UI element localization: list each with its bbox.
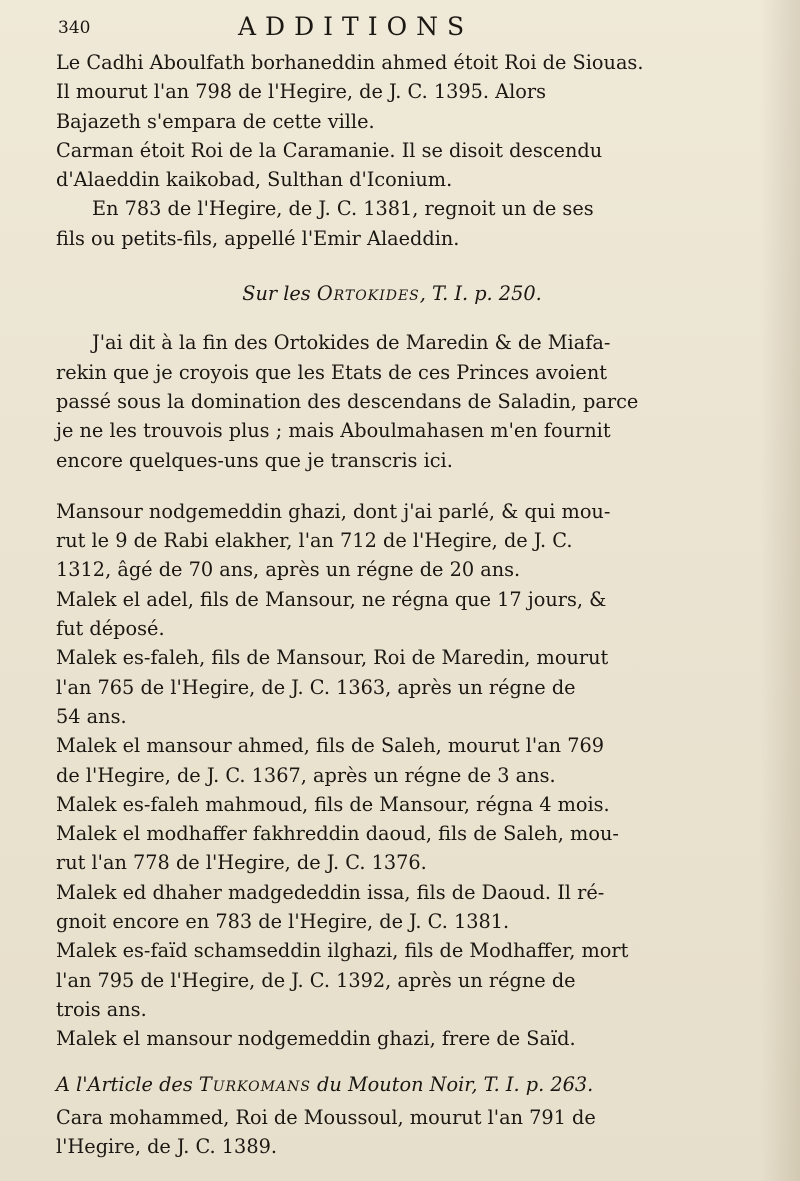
page-number: 340: [58, 18, 91, 38]
text-line: trois ans.: [56, 997, 147, 1021]
heading-reference: , T. I. p. 250.: [419, 282, 542, 306]
text-line: Malek el adel, fils de Mansour, ne régna que 17 jours, &: [56, 587, 607, 611]
text-line: Malek es-faleh, fils de Mansour, Roi de Maredin, mourut: [56, 646, 609, 670]
text-line: l'Hegire, de J. C. 1389.: [56, 1135, 277, 1159]
text-line: Malek es-faïd schamseddin ilghazi, fils de Modhaffer, mort: [56, 939, 629, 963]
heading-name: Turkomans: [198, 1072, 311, 1096]
text-line: En 783 de l'Hegire, de J. C. 1381, regnoit un de ses: [92, 197, 594, 221]
paragraph-carman: [56, 136, 728, 195]
paragraph-ahmed: [56, 731, 728, 790]
heading-prefix: Sur les: [242, 282, 317, 306]
paragraph-cara: [56, 1103, 728, 1162]
text-line: d'Alaeddin kaikobad, Sulthan d'Iconium.: [56, 168, 453, 192]
text-line: fut déposé.: [56, 617, 165, 641]
paragraph-modhaffer: [56, 819, 728, 878]
paragraph-mahmoud: [56, 790, 728, 819]
text-line: Il mourut l'an 798 de l'Hegire, de J. C. 1395. Alors: [56, 80, 546, 104]
text-line: l'an 765 de l'Hegire, de J. C. 1363, après un régne de: [56, 675, 576, 699]
heading-prefix: A l'Article des: [56, 1072, 199, 1096]
paragraph-faleh: [56, 643, 728, 731]
text-line: 54 ans.: [56, 704, 127, 728]
page-header: [58, 12, 718, 44]
paragraph-adel: [56, 585, 728, 644]
text-line: rut l'an 778 de l'Hegire, de J. C. 1376.: [56, 851, 427, 875]
running-head: ADDITIONS: [238, 12, 474, 41]
paragraph-said: [56, 936, 728, 1024]
page-body: [56, 48, 728, 1161]
text-line: fils ou petits-fils, appellé l'Emir Alaeddin.: [56, 226, 460, 250]
text-line: gnoit encore en 783 de l'Hegire, de J. C. 1381.: [56, 910, 510, 934]
text-line: Le Cadhi Aboulfath borhaneddin ahmed étoit Roi de Siouas.: [56, 51, 644, 74]
text-line: Malek ed dhaher madgededdin issa, fils de Daoud. Il ré-: [56, 880, 605, 904]
paragraph-en-783: [56, 194, 728, 253]
section-heading-turkomans: [56, 1070, 728, 1099]
heading-suffix: du Mouton Noir, T. I. p. 263.: [310, 1072, 594, 1096]
text-line: rekin que je croyois que les Etats de ces Princes avoient: [56, 360, 608, 384]
text-line: 1312, âgé de 70 ans, après un régne de 20 ans.: [56, 558, 521, 582]
heading-name: Ortokides: [316, 282, 420, 306]
text-line: Carman étoit Roi de la Caramanie. Il se disoit descendu: [56, 138, 603, 162]
section-heading-ortokides: [56, 279, 728, 308]
text-line: Malek es-faleh mahmoud, fils de Mansour, régna 4 mois.: [56, 792, 610, 816]
paragraph-cadhi: [56, 48, 728, 136]
paragraph-dhaher: [56, 878, 728, 937]
paragraph-nodgem: [56, 1024, 728, 1053]
text-line: Malek el mansour ahmed, fils de Saleh, mourut l'an 769: [56, 734, 605, 758]
text-line: Mansour nodgemeddin ghazi, dont j'ai parlé, & qui mou-: [56, 499, 611, 523]
text-line: J'ai dit à la fin des Ortokides de Maredin & de Miafa-: [92, 331, 611, 355]
paragraph-intro: [56, 328, 728, 474]
text-line: encore quelques-uns que je transcris ici.: [56, 448, 453, 472]
text-line: rut le 9 de Rabi elakher, l'an 712 de l'Hegire, de J. C.: [56, 529, 573, 553]
text-line: Cara mohammed, Roi de Moussoul, mourut l'an 791 de: [56, 1105, 596, 1129]
paragraph-mansour: [56, 497, 728, 585]
text-line: Malek el modhaffer fakhreddin daoud, fils de Saleh, mou-: [56, 822, 619, 846]
text-line: passé sous la domination des descendans de Saladin, parce: [56, 389, 639, 413]
text-line: Bajazeth s'empara de cette ville.: [56, 109, 375, 133]
text-line: je ne les trouvois plus ; mais Aboulmahasen m'en fournit: [56, 419, 611, 443]
text-line: de l'Hegire, de J. C. 1367, après un régne de 3 ans.: [56, 763, 556, 787]
text-line: Malek el mansour nodgemeddin ghazi, frere de Saïd.: [56, 1027, 576, 1051]
spacer: [56, 475, 728, 497]
text-line: l'an 795 de l'Hegire, de J. C. 1392, après un régne de: [56, 968, 576, 992]
